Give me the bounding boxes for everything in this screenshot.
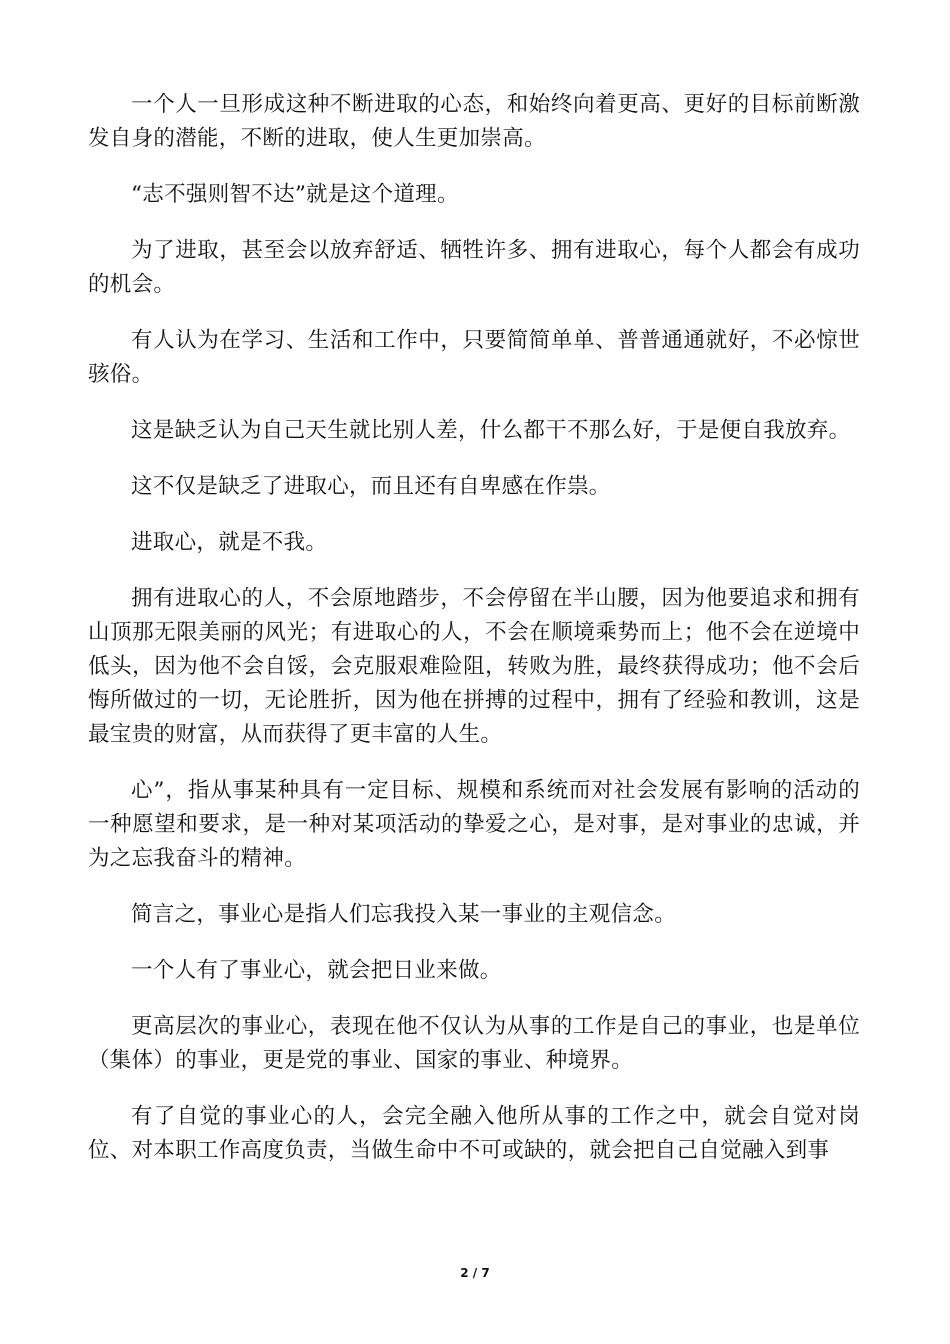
paragraph: “志不强则智不达”就是这个道理。	[131, 182, 459, 207]
paragraph: 更高层次的事业心，表现在他不仅认为从事的工作是自己的事业，也是单位（集体）的事业，更是党的事业、国家的事业、种境界。	[88, 1014, 860, 1073]
paragraph: 心”，指从事某种具有一定目标、规模和系统而对社会发展有影响的活动的一种愿望和要求，是一种对某项活动的挚爱之心，是对事，是对事业的忠诚，并为之忘我奋斗的精神。	[88, 778, 860, 871]
paragraph: 这不仅是缺乏了进取心，而且还有自卑感在作祟。	[131, 474, 611, 499]
paragraph: 为了进取，甚至会以放弃舒适、牺牲许多、拥有进取心，每个人都会有成功的机会。	[88, 238, 860, 297]
paragraph: 有了自觉的事业心的人，会完全融入他所从事的工作之中，就会自觉对岗位、对本职工作高度负责，当做生命中不可或缺的，就会把自己自觉融入到事	[88, 1104, 860, 1163]
paragraph: 一个人有了事业心，就会把日业来做。	[131, 958, 502, 983]
paragraph: 这是缺乏认为自己天生就比别人差，什么都干不那么好，于是便自我放弃。	[131, 418, 851, 443]
page-number: 2 / 7	[460, 1266, 490, 1280]
paragraph: 有人认为在学习、生活和工作中，只要简简单单、普普通通就好，不必惊世骇俗。	[88, 328, 860, 387]
paragraph: 一个人一旦形成这种不断进取的心态，和始终向着更高、更好的目标前断激发自身的潜能，不断的进取，使人生更加崇高。	[88, 92, 860, 151]
paragraph: 简言之，事业心是指人们忘我投入某一事业的主观信念。	[131, 902, 677, 927]
paragraph: 进取心，就是不我。	[131, 530, 328, 555]
document-body	[88, 88, 860, 1190]
paragraph: 拥有进取心的人，不会原地踏步，不会停留在半山腰，因为他要追求和拥有山顶那无限美丽的风光；有进取心的人，不会在顺境乘势而上；他不会在逆境中低头，因为他不会自馁，会克服艰难险阻，转败为胜，最终获得成功；他不会后悔所做过的一切，无论胜折，因为他在拼搏的过程中，拥有了经验和教训，这是最宝贵的财富，从而获得了更丰富的人生。	[88, 586, 860, 747]
